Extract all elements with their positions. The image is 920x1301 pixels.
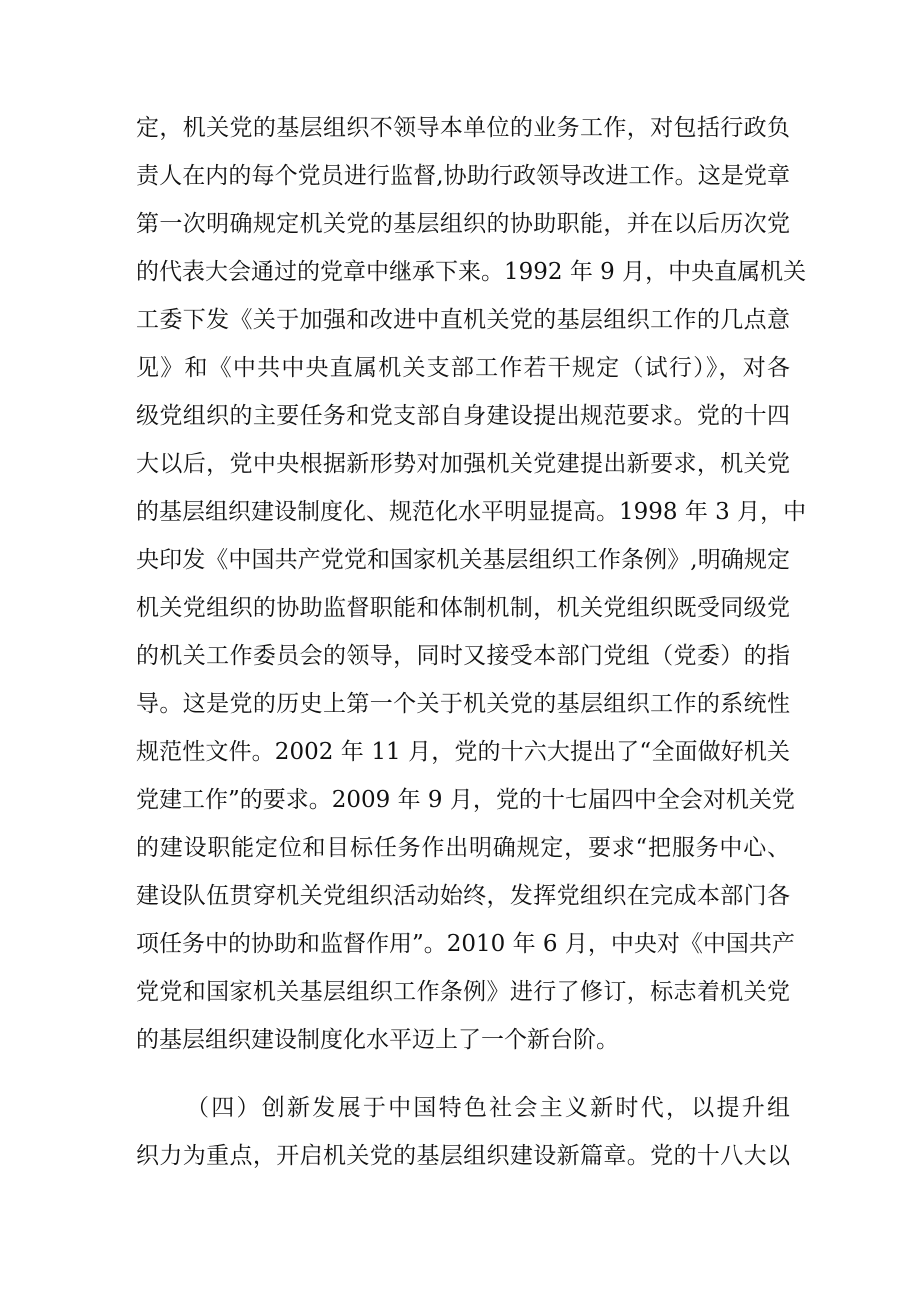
text-line: 大以后，党中央根据新形势对加强机关党建提出新要求，机关党 <box>136 451 790 477</box>
text-line: 第一次明确规定机关党的基层组织的协助职能，并在以后历次党 <box>136 211 790 237</box>
text-line: 织力为重点，开启机关党的基层组织建设新篇章。党的十八大以 <box>136 1143 790 1169</box>
text-line: 责人在内的每个党员进行监督,协助行政领导改进工作。这是党章 <box>136 163 790 189</box>
text-line: 导。这是党的历史上第一个关于机关党的基层组织工作的系统性 <box>136 691 790 717</box>
text-line: 央印发《中国共产党党和国家机关基层组织工作条例》,明确规定 <box>136 547 790 573</box>
text-line: 建设队伍贯穿机关党组织活动始终，发挥党组织在完成本部门各 <box>136 883 790 909</box>
text-line: 的建设职能定位和目标任务作出明确规定，要求“把服务中心、 <box>136 835 790 861</box>
text-line: 的基层组织建设制度化水平迈上了一个新台阶。 <box>136 1027 619 1053</box>
text-line: 党党和国家机关基层组织工作条例》进行了修订，标志着机关党 <box>136 979 790 1005</box>
text-line: 党建工作”的要求。2009 年 9 月，党的十七届四中全会对机关党 <box>136 787 795 813</box>
text-line: 的代表大会通过的党章中继承下来。1992 年 9 月，中央直属机关 <box>136 259 807 285</box>
text-line: 级党组织的主要任务和党支部自身建设提出规范要求。党的十四 <box>136 403 790 429</box>
text-line: 工委下发《关于加强和改进中直机关党的基层组织工作的几点意 <box>136 307 790 333</box>
text-line: 的基层组织建设制度化、规范化水平明显提高。1998 年 3 月，中 <box>136 499 807 525</box>
text-line: 机关党组织的协助监督职能和体制机制，机关党组织既受同级党 <box>136 595 790 621</box>
section-heading-line: （四）创新发展于中国特色社会主义新时代，以提升组 <box>186 1095 790 1121</box>
text-line: 见》和《中共中央直属机关支部工作若干规定（试行）》，对各 <box>136 355 790 381</box>
text-line: 规范性文件。2002 年 11 月，党的十六大提出了“全面做好机关 <box>136 739 790 765</box>
text-line: 项任务中的协助和监督作用”。2010 年 6 月，中央对《中国共产 <box>136 931 795 957</box>
text-line: 定，机关党的基层组织不领导本单位的业务工作，对包括行政负 <box>136 115 790 141</box>
text-line: 的机关工作委员会的领导，同时又接受本部门党组（党委）的指 <box>136 643 790 669</box>
